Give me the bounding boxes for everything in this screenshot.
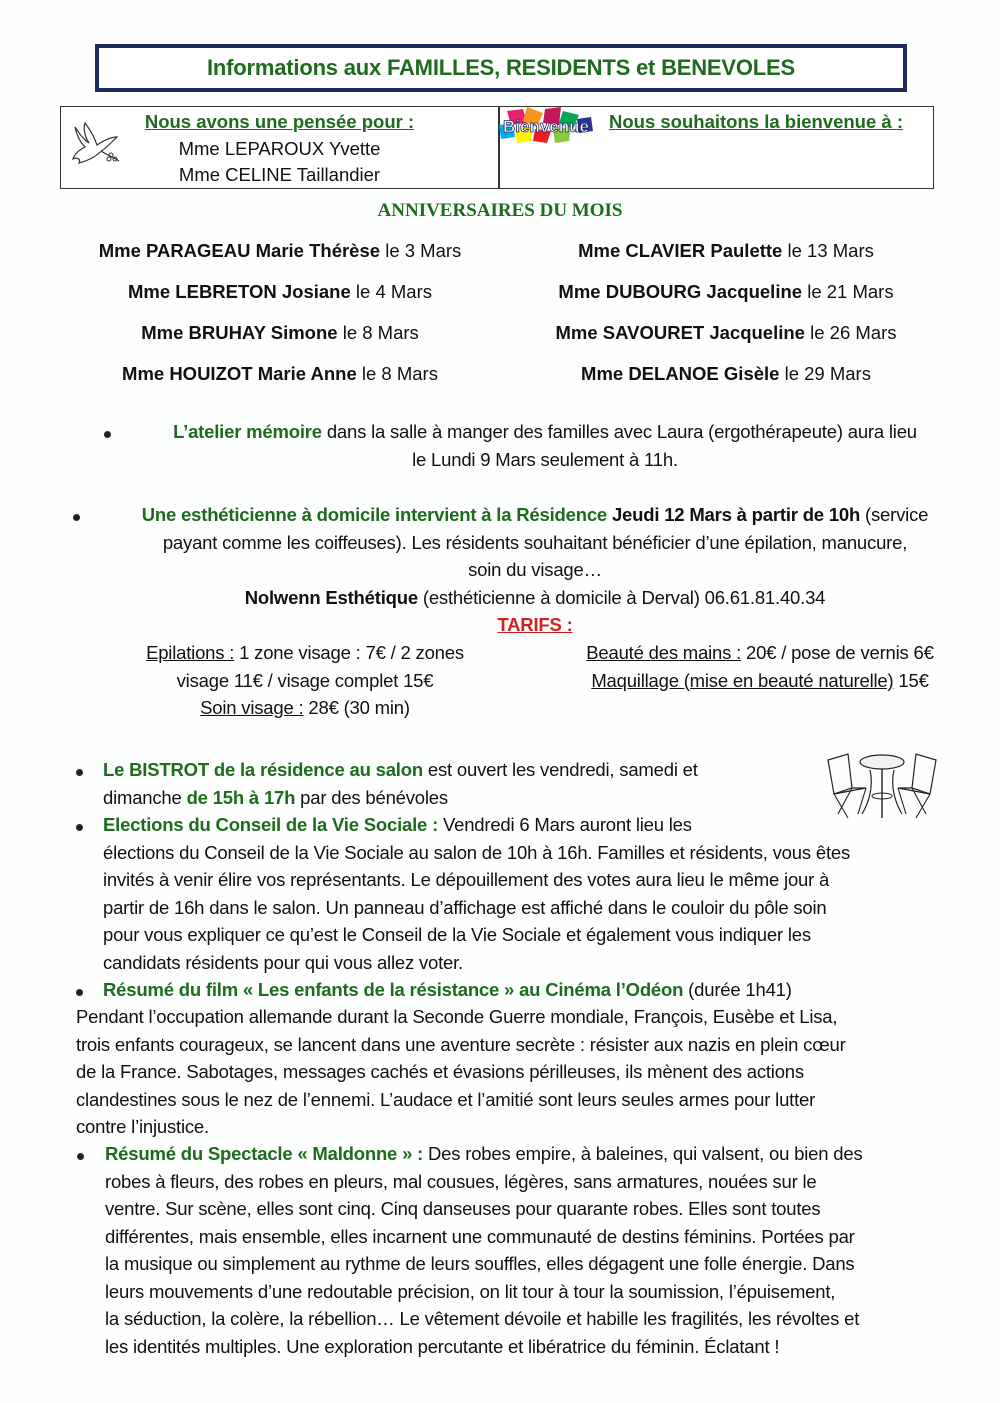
title-banner	[95, 44, 907, 92]
birthday-item: Mme CLAVIER Paulette le 13 Mars	[578, 240, 874, 261]
page-title: Informations aux FAMILLES, RESIDENTS et BENEVOLES	[207, 55, 795, 80]
film-summary: Pendant l’occupation allemande durant la Seconde Guerre mondiale, François, Eusèbe et Lisa, trois enfants courageux, se lancent dans une aventure secrète : résister aux nazis en plein cœur de la France. Sabotages, messages cachés et évasions périlleuses, ils mènent des actions clandestines sous le nez de l’ennemi. L’audace et l’amitié sont leurs seules armes pour lutter contre l’injustice.	[76, 1006, 846, 1137]
bullet-icon	[77, 1153, 84, 1160]
welcome-heading: Nous souhaitons la bienvenue à :	[609, 111, 903, 132]
thoughts-heading: Nous avons une pensée pour :	[144, 111, 415, 132]
info-table	[60, 106, 934, 189]
bullet-icon	[104, 431, 111, 438]
birthday-item: Mme DUBOURG Jacqueline le 21 Mars	[558, 281, 894, 302]
estheticienne-section: Une esthéticienne à domicile intervient à la Résidence Jeudi 12 Mars à partir de 10h (service payant comme les coiffeuses). Les résidents souhaitant bénéficier d’une épilation, manucure, soin du visage… Nolwenn Esthétique (esthéticienne à domicile à Derval) 06.61.81.40.34 TARIFS :	[141, 504, 929, 635]
thoughts-name: Mme LEPAROUX Yvette	[178, 138, 381, 159]
bienvenue-badge	[493, 107, 603, 145]
tarifs-right: Beauté des mains : 20€ / pose de vernis 6€ Maquillage (mise en beauté naturelle) 15€	[586, 642, 934, 691]
tarifs-title: TARIFS :	[497, 614, 573, 635]
birthdays-title: ANNIVERSAIRES DU MOIS	[377, 200, 623, 221]
birthday-item: Mme PARAGEAU Marie Thérèse le 3 Mars	[98, 240, 462, 261]
atelier-section: L’atelier mémoire dans la salle à manger des familles avec Laura (ergothérapeute) aura lieu le Lundi 9 Mars seulement à 11h.	[173, 421, 917, 470]
elections-section: Elections du Conseil de la Vie Sociale : Vendredi 6 Mars auront lieu les élections du Conseil de la Vie Sociale au salon de 10h à 16h. Familles et résidents, vous êtes invités à venir élire vos représentants. Le dépouillement des votes aura lieu le même jour à partir de 16h dans le salon. Un panneau d’affichage est affiché dans le couloir du pôle soin pour vous expliquer ce qu’est le Conseil de la Vie Sociale et également vous indiquer les candidats résidents pour qui vous allez voter.	[103, 814, 851, 973]
birthday-item: Mme HOUIZOT Marie Anne le 8 Mars	[122, 363, 438, 384]
birthday-item: Mme SAVOURET Jacqueline le 26 Mars	[555, 322, 897, 343]
bullet-icon	[76, 769, 83, 776]
birthday-item: Mme DELANOE Gisèle le 29 Mars	[581, 363, 871, 384]
spectacle-section: Résumé du Spectacle « Maldonne » : Des robes empire, à baleines, qui valsent, ou bien des robes à fleurs, des robes en pleurs, mal cousues, légères, sans armatures, nouées sur le ventre. Sur scène, elles sont cinq. Cinq danseuses pour quarante robes. Elles sont toutes différentes, mais ensemble, elles incarnent une communauté de destins féminins. Portées par la musique ou simplement au rythme de leurs souffles, elles dégagent une folle énergie. Dans leurs mouvements d’une redoutable précision, on lit tour à tour la soumission, l’épuisement, la séduction, la colère, la rébellion… Le vêtement dévoile et habille les fragilités, les révoltes et les identités multiples. Une exploration percutante et libératrice du féminin. Éclatant !	[105, 1143, 863, 1357]
thoughts-name: Mme CELINE Taillandier	[178, 164, 381, 185]
bistrot-section: Le BISTROT de la résidence au salon est ouvert les vendredi, samedi et dimanche de 15h à 17h par des bénévoles	[103, 759, 698, 808]
svg-text:Bienvenue: Bienvenue	[503, 117, 589, 136]
bullet-icon	[76, 989, 83, 996]
birthday-item: Mme BRUHAY Simone le 8 Mars	[141, 322, 419, 343]
bistro-table-icon	[822, 748, 942, 820]
film-title-line: Résumé du film « Les enfants de la résistance » au Cinéma l’Odéon (durée 1h41)	[103, 979, 792, 1000]
birthday-item: Mme LEBRETON Josiane le 4 Mars	[128, 281, 432, 302]
tarifs-left: Epilations : 1 zone visage : 7€ / 2 zones visage 11€ / visage complet 15€ Soin visage : 28€ (30 min)	[146, 642, 464, 718]
bullet-icon	[76, 824, 83, 831]
bullet-icon	[73, 514, 80, 521]
